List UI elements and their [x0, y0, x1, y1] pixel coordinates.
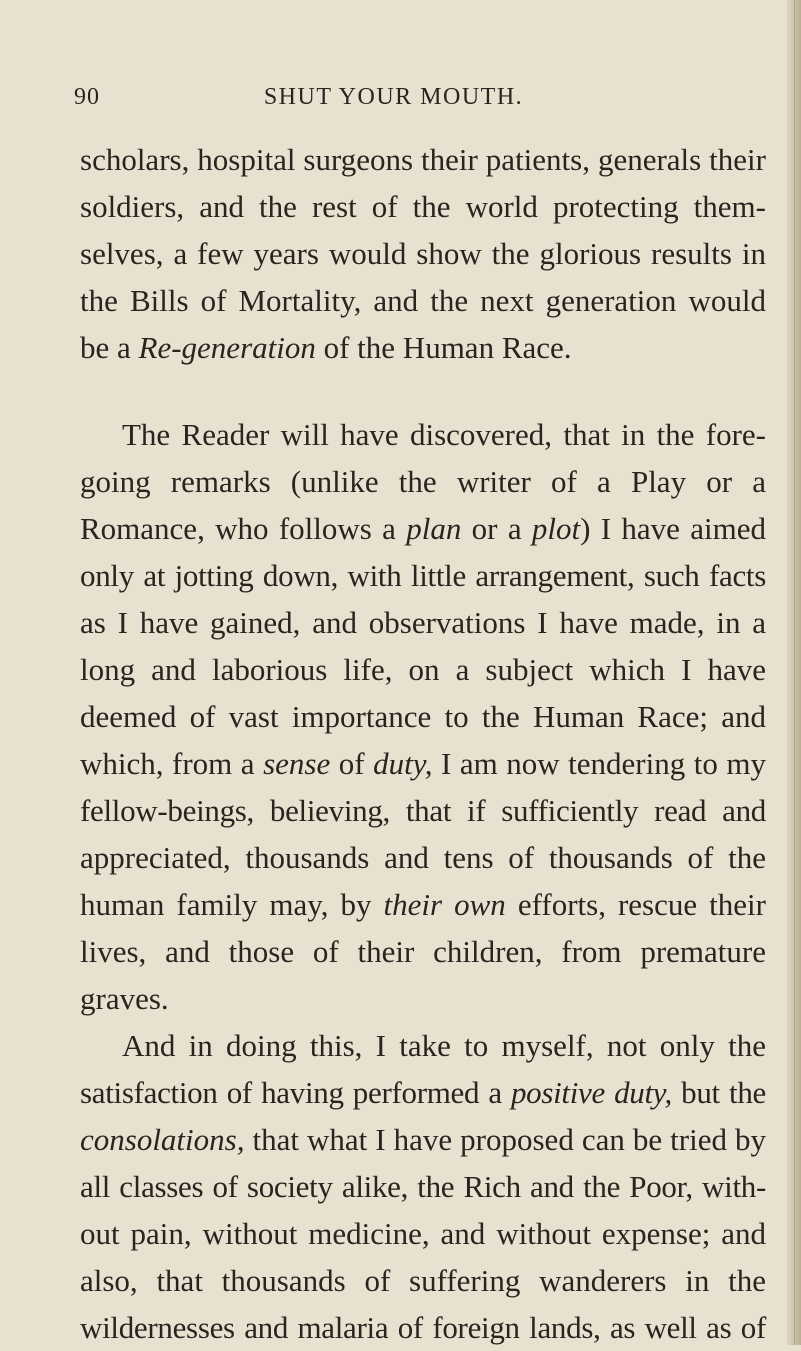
text-run: be a — [80, 330, 139, 365]
text-line: appreciated, thousands and tens of thousands of the — [80, 840, 766, 875]
text-line: out pain, without medicine, and without expense; and — [80, 1216, 766, 1251]
text-run: human family may, by — [80, 887, 384, 922]
text-line: lives, and those of their children, from premature — [80, 934, 766, 969]
text-run: I am now tendering to my — [432, 746, 766, 781]
text-run: or a — [461, 511, 532, 546]
italic-text: Re-generation — [138, 330, 316, 365]
italic-text: consolations, — [80, 1122, 245, 1157]
text-run: that what I have proposed can be tried by — [244, 1122, 766, 1157]
page-number: 90 — [74, 84, 100, 110]
text-run: Romance, who follows a — [80, 511, 407, 546]
text-line: fellow-beings, believing, that if sufficiently read and — [80, 793, 766, 828]
paragraph — [80, 411, 766, 1022]
text-line: selves, a few years would show the glorious results in — [80, 236, 766, 271]
text-line: scholars, hospital surgeons their patients, generals their — [80, 142, 766, 177]
paragraph — [80, 1022, 766, 1351]
text-line: long and laborious life, on a subject which I have — [80, 652, 766, 687]
paragraph-gap — [80, 371, 766, 411]
text-run: efforts, rescue their — [505, 887, 766, 922]
italic-text: duty, — [373, 746, 433, 781]
italic-text: positive duty, — [510, 1075, 673, 1110]
text-line: graves. — [80, 981, 169, 1016]
italic-text: sense — [263, 746, 331, 781]
text-run: of the Human Race. — [315, 330, 572, 365]
text-line — [80, 324, 766, 371]
text-line: deemed of vast importance to the Human Race; and — [80, 699, 766, 734]
text-line: only at jotting down, with little arrangement, such facts — [80, 558, 766, 593]
text-line — [80, 740, 766, 787]
body-text — [80, 136, 766, 1351]
paragraph — [80, 136, 766, 371]
text-line — [80, 505, 766, 552]
text-line: The Reader will have discovered, that in the fore- — [122, 417, 766, 452]
italic-text: their own — [383, 887, 506, 922]
text-run: which, from a — [80, 746, 264, 781]
text-line — [80, 881, 766, 928]
text-line: also, that thousands of suffering wanderers in the — [80, 1263, 766, 1298]
text-run: ) I have aimed — [580, 511, 766, 546]
page-header — [0, 80, 787, 116]
text-line: wildernesses and malaria of foreign lands, as well as of — [80, 1310, 766, 1345]
text-line: the Bills of Mortality, and the next generation would — [80, 283, 766, 318]
text-line: going remarks (unlike the writer of a Play or a — [80, 464, 766, 499]
text-line: all classes of society alike, the Rich and the Poor, with- — [80, 1169, 766, 1204]
text-line — [80, 1069, 766, 1116]
text-line: as I have gained, and observations I have made, in a — [80, 605, 766, 640]
text-run: satisfaction of having performed a — [80, 1075, 511, 1110]
text-line — [80, 1116, 766, 1163]
italic-text: plot — [531, 511, 581, 546]
page-edge-line — [794, 0, 795, 1345]
text-line: And in doing this, I take to myself, not only the — [122, 1028, 766, 1063]
running-title: SHUT YOUR MOUTH. — [263, 84, 524, 110]
italic-text: plan — [406, 511, 462, 546]
text-run: of — [330, 746, 374, 781]
text-run: but the — [672, 1075, 766, 1110]
text-line: soldiers, and the rest of the world protecting them- — [80, 189, 766, 224]
